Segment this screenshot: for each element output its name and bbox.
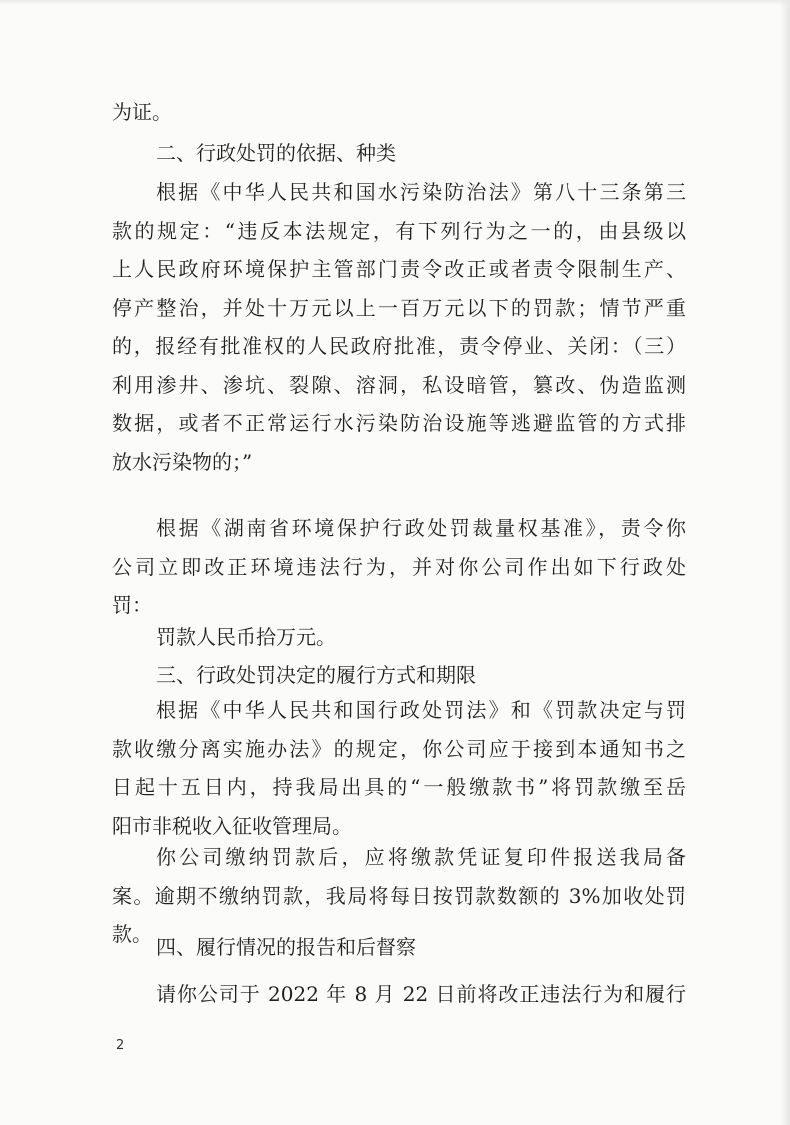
- text-line: 款的规定：“违反本法规定，有下列行为之一的，由县级以: [112, 218, 686, 243]
- section-heading-2: [112, 134, 686, 173]
- text-line: 利用渗井、渗坑、裂隙、溶洞，私设暗管，篡改、伪造监测: [112, 372, 686, 397]
- scan-edge: [0, 0, 790, 6]
- text-line: 款收缴分离实施办法》的规定，你公司应于接到本通知书之: [112, 736, 686, 761]
- text-line: 根据《中华人民共和国行政处罚法》和《罚款决定与罚: [156, 698, 686, 722]
- paragraph-penalty-decision: [112, 509, 686, 625]
- section-heading-3: [112, 656, 686, 695]
- text-line: 罚：: [112, 593, 152, 617]
- paragraph-report-deadline: [112, 975, 686, 1014]
- text-line: 为证。: [112, 100, 172, 124]
- text-line: 你公司缴纳罚款后，应将缴款凭证复印件报送我局备: [156, 845, 686, 869]
- scan-edge: [780, 0, 790, 1125]
- text-line: 放水污染物的；”: [112, 449, 253, 474]
- text-line: 日起十五日内，持我局出具的“一般缴款书”将罚款缴至岳: [112, 775, 686, 799]
- paragraph-payment-method: [112, 691, 686, 845]
- text-line: 阳市非税收入征收管理局。: [112, 813, 352, 838]
- heading-text: 四、履行情况的报告和后督察: [156, 935, 416, 959]
- text-line: 停产整治，并处十万元以上一百万元以下的罚款；情节严重: [112, 295, 686, 320]
- text-line: 案。逾期不缴纳罚款，我局将每日按罚款数额的 3%加收处罚: [112, 883, 686, 908]
- text-line: 的，报经有批准权的人民政府批准，责令停业、关闭：（三）: [112, 334, 686, 358]
- heading-text: 三、行政处罚决定的履行方式和期限: [156, 663, 476, 687]
- text-line: 数据，或者不正常运行水污染防治设施等逃避监管的方式排: [112, 411, 686, 435]
- section-heading-4: [112, 928, 686, 967]
- text-line: 上人民政府环境保护主管部门责令改正或者责令限制生产、: [112, 257, 686, 281]
- paragraph-conclusion: [112, 93, 686, 132]
- text-line: 罚款人民币拾万元。: [156, 625, 336, 649]
- text-line: 根据《湖南省环境保护行政处罚裁量权基准》，责令你: [156, 516, 686, 540]
- heading-text: 二、行政处罚的依据、种类: [156, 141, 396, 165]
- page-number: 2: [116, 1038, 125, 1053]
- paragraph-fine-amount: [112, 618, 686, 657]
- text-line: 根据《中华人民共和国水污染防治法》第八十三条第三: [156, 180, 686, 204]
- text-line: 款。: [112, 922, 152, 946]
- text-line: 公司立即改正环境违法行为，并对你公司作出如下行政处: [112, 554, 686, 579]
- text-line: 请你公司于 2022 年 8 月 22 日前将改正违法行为和履行: [156, 982, 686, 1006]
- paragraph-legal-basis: [112, 173, 686, 481]
